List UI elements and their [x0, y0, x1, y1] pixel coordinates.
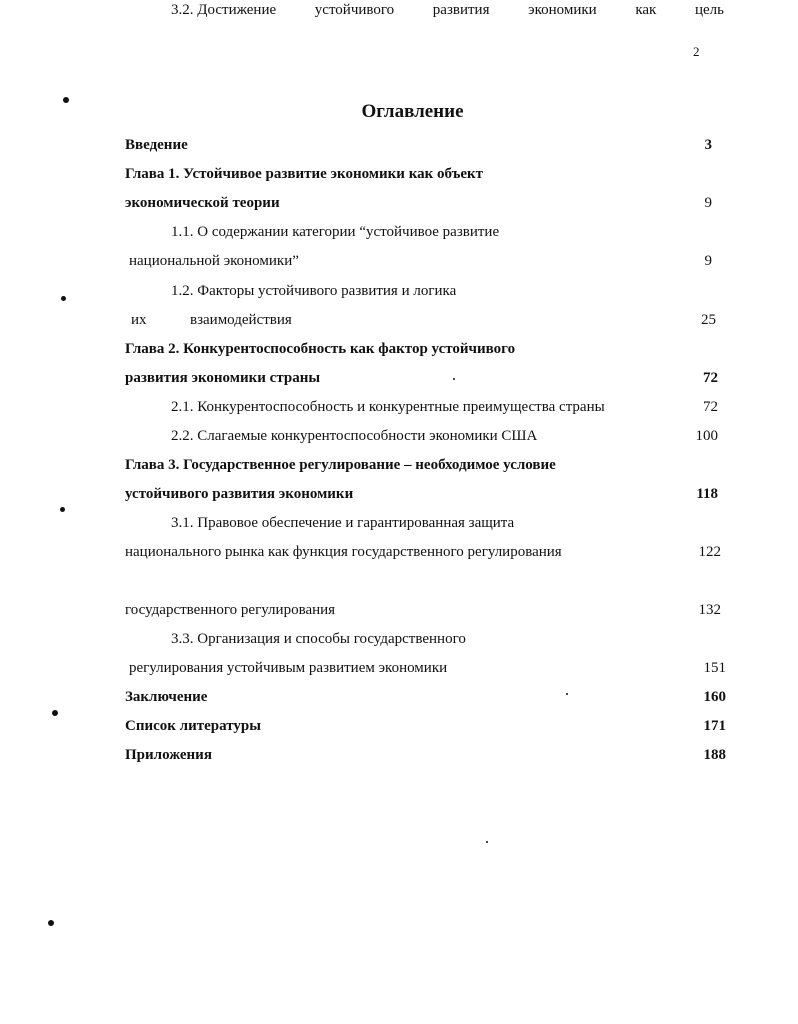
toc-ch1-line1: Глава 1. Устойчивое развитие экономики как объект [125, 166, 484, 182]
toc-s21-label: 2.1. Конкурентоспособность и конкурентные преимущества страны [171, 399, 605, 415]
toc-s31-line2: национального рынка как функция государственного регулирования [125, 544, 562, 560]
toc-s12-page: 25 [701, 312, 716, 328]
toc-appendices-page: 188 [703, 747, 726, 763]
scan-speck [48, 920, 54, 926]
toc-ch1-line2: экономической теории [125, 195, 280, 211]
scan-speck [453, 378, 455, 380]
toc-intro-page: 3 [704, 137, 712, 153]
toc-s12-line2a: их [131, 312, 147, 328]
toc-ch3-page: 118 [696, 486, 718, 502]
toc-ch3-line1: Глава 3. Государственное регулирование – необходимое условие [125, 457, 556, 473]
scan-speck [63, 97, 69, 103]
toc-s22-page: 100 [695, 428, 718, 444]
toc-s32-word: цель [694, 2, 724, 18]
scan-speck [566, 693, 568, 695]
toc-s11-line1: 1.1. О содержании категории “устойчивое развитие [171, 224, 500, 240]
toc-conclusion-label: Заключение [125, 689, 208, 705]
toc-s31-page: 122 [698, 544, 721, 560]
toc-appendices-label: Приложения [125, 747, 212, 763]
toc-s21-page: 72 [703, 399, 718, 415]
toc-s11-line2: национальной экономики” [129, 253, 299, 269]
toc-ch2-page: 72 [703, 370, 718, 386]
toc-bibliography-page: 171 [703, 718, 726, 734]
toc-bibliography-label: Список литературы [125, 718, 261, 734]
toc-conclusion-page: 160 [703, 689, 726, 705]
toc-s32-line2: государственного регулирования [125, 602, 336, 618]
toc-ch2-line1: Глава 2. Конкурентоспособность как фактор устойчивого [125, 341, 516, 357]
toc-s32-word: как [635, 2, 657, 18]
toc-s31-line1: 3.1. Правовое обеспечение и гарантированная защита [171, 515, 515, 531]
toc-ch1-page: 9 [704, 195, 712, 211]
toc-s12-line2b: взаимодействия [190, 312, 292, 328]
toc-s32-page: 132 [698, 602, 721, 618]
toc-s32-word: 3.2. Достижение [171, 2, 277, 18]
toc-s33-page: 151 [703, 660, 726, 676]
scan-speck [61, 296, 66, 301]
scan-speck [486, 841, 488, 843]
toc-s32-word: устойчивого [314, 2, 395, 18]
scan-speck [52, 710, 58, 716]
toc-s11-page: 9 [704, 253, 712, 269]
toc-ch3-line2: устойчивого развития экономики [125, 486, 354, 502]
toc-s33-line1: 3.3. Организация и способы государственного [171, 631, 466, 647]
toc-s12-line1: 1.2. Факторы устойчивого развития и логика [171, 283, 457, 299]
toc-s32-line1 [171, 0, 724, 20]
toc-intro-label: Введение [125, 137, 188, 153]
page-title: Оглавление [361, 101, 464, 122]
page-number: 2 [693, 44, 700, 59]
toc-s32-word: развития [432, 2, 490, 18]
toc-ch2-line2: развития экономики страны [125, 370, 321, 386]
toc-s33-line2: регулирования устойчивым развитием экономики [129, 660, 448, 676]
toc-s32-word: экономики [528, 2, 597, 18]
toc-s22-label: 2.2. Слагаемые конкурентоспособности экономики США [171, 428, 538, 444]
scan-speck [60, 507, 65, 512]
